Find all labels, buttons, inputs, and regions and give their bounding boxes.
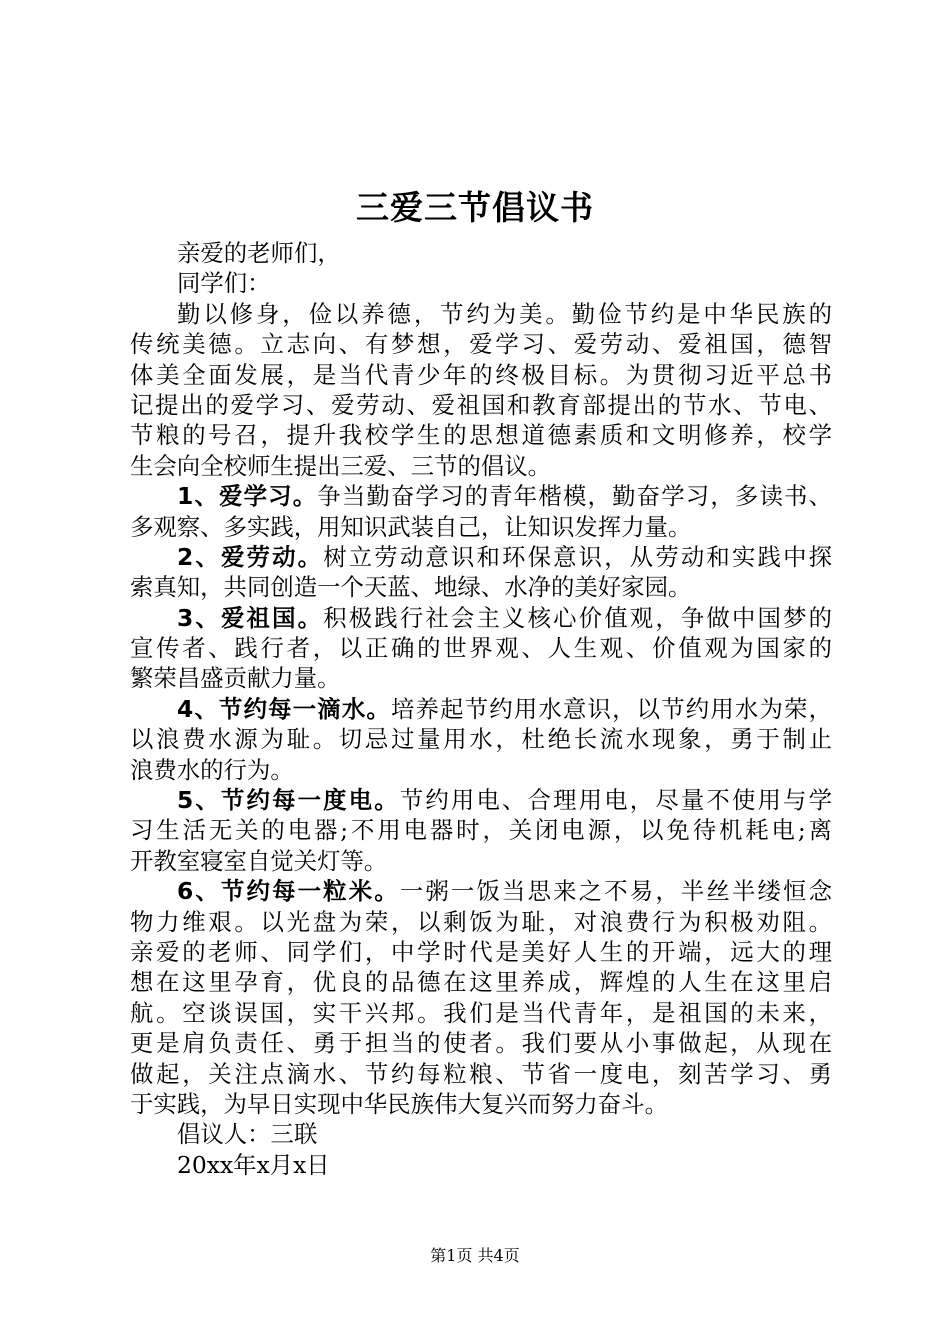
item-heading: 3、爱祖国。 — [177, 603, 324, 632]
item-text: 树立劳动意识和环保意识，从劳动和实践中探 — [323, 542, 833, 571]
item-first-line — [130, 785, 832, 815]
item-save-food — [130, 876, 832, 937]
item-first-line — [130, 542, 832, 572]
closing-line: 航。空谈误国，实干兴邦。我们是当代青年，是祖国的未来， — [130, 998, 832, 1027]
intro-line: 勤以修身，俭以养德，节约为美。勤俭节约是中华民族的 — [177, 299, 832, 328]
intro-line: 记提出的爱学习、爱劳动、爱祖国和教育部提出的节水、节电、 — [130, 390, 832, 419]
item-save-electricity — [130, 785, 832, 876]
closing-line: 更是肩负责任、勇于担当的使者。我们要从小事做起，从现在 — [130, 1029, 832, 1058]
closing-paragraph — [130, 937, 832, 1119]
item-heading: 1、爱学习。 — [177, 482, 318, 511]
intro-paragraph — [130, 299, 832, 481]
closing-line: 于实践，为早日实现中华民族伟大复兴而努力奋斗。 — [130, 1089, 668, 1118]
date: 20xx年x月x日 — [177, 1150, 330, 1179]
closing-line: 做起，关注点滴水、节约每粒粮、节省一度电，刻苦学习、勇 — [130, 1059, 832, 1088]
intro-line: 节粮的号召，提升我校学生的思想道德素质和文明修养，校学 — [130, 421, 832, 450]
item-text: 一粥一饭当思来之不易，半丝半缕恒念 — [399, 877, 832, 906]
item-first-line — [130, 876, 832, 906]
document-title: 三爱三节倡议书 — [356, 188, 594, 227]
page-number: 第1页 共4页 — [430, 1246, 520, 1265]
item-heading: 6、节约每一粒米。 — [177, 877, 400, 906]
item-save-water — [130, 694, 832, 785]
item-love-labor — [130, 542, 832, 603]
item-line: 以浪费水源为耻。切忌过量用水，杜绝长流水现象，勇于制止 — [130, 725, 832, 754]
item-love-country — [130, 603, 832, 694]
item-line: 宣传者、践行者，以正确的世界观、人生观、价值观为国家的 — [130, 634, 832, 663]
item-heading: 2、爱劳动。 — [177, 542, 324, 571]
item-heading: 4、节约每一滴水。 — [177, 694, 391, 723]
item-heading: 5、节约每一度电。 — [177, 786, 400, 815]
item-first-line — [130, 481, 832, 511]
item-line: 多观察、多实践，用知识武装自己，让知识发挥力量。 — [130, 512, 692, 541]
closing-line: 想在这里孕育，优良的品德在这里养成，辉煌的人生在这里启 — [130, 968, 832, 997]
item-first-line — [130, 694, 832, 724]
closing-line: 亲爱的老师、同学们，中学时代是美好人生的开端，远大的理 — [130, 937, 832, 966]
item-first-line — [130, 603, 832, 633]
item-text: 积极践行社会主义核心价值观，争做中国梦的 — [323, 603, 833, 632]
item-line: 习生活无关的电器;不用电器时，关闭电源，以免待机耗电;离 — [130, 816, 832, 845]
item-text: 培养起节约用水意识，以节约用水为荣， — [390, 694, 832, 723]
document-body — [130, 238, 832, 1180]
salutation-students: 同学们： — [177, 269, 271, 298]
intro-line: 传统美德。立志向、有梦想，爱学习、爱劳动、爱祖国，德智 — [130, 330, 832, 359]
item-line: 浪费水的行为。 — [130, 755, 294, 784]
item-love-study — [130, 481, 832, 542]
signer: 倡议人：三联 — [177, 1120, 318, 1149]
item-text: 节约用电、合理用电，尽量不使用与学 — [399, 786, 832, 815]
intro-line: 体美全面发展，是当代青少年的终极目标。为贯彻习近平总书 — [130, 360, 832, 389]
intro-line: 生会向全校师生提出三爱、三节的倡议。 — [130, 451, 552, 480]
salutation-teachers: 亲爱的老师们， — [177, 239, 341, 267]
item-line: 物力维艰。以光盘为荣，以剩饭为耻，对浪费行为积极劝阻。 — [130, 907, 832, 936]
item-text: 争当勤奋学习的青年楷模，勤奋学习，多读书、 — [317, 482, 832, 511]
item-line: 索真知，共同创造一个天蓝、地绿、水净的美好家园。 — [130, 573, 692, 602]
item-line: 开教室寝室自觉关灯等。 — [130, 846, 388, 875]
item-line: 繁荣昌盛贡献力量。 — [130, 664, 341, 693]
